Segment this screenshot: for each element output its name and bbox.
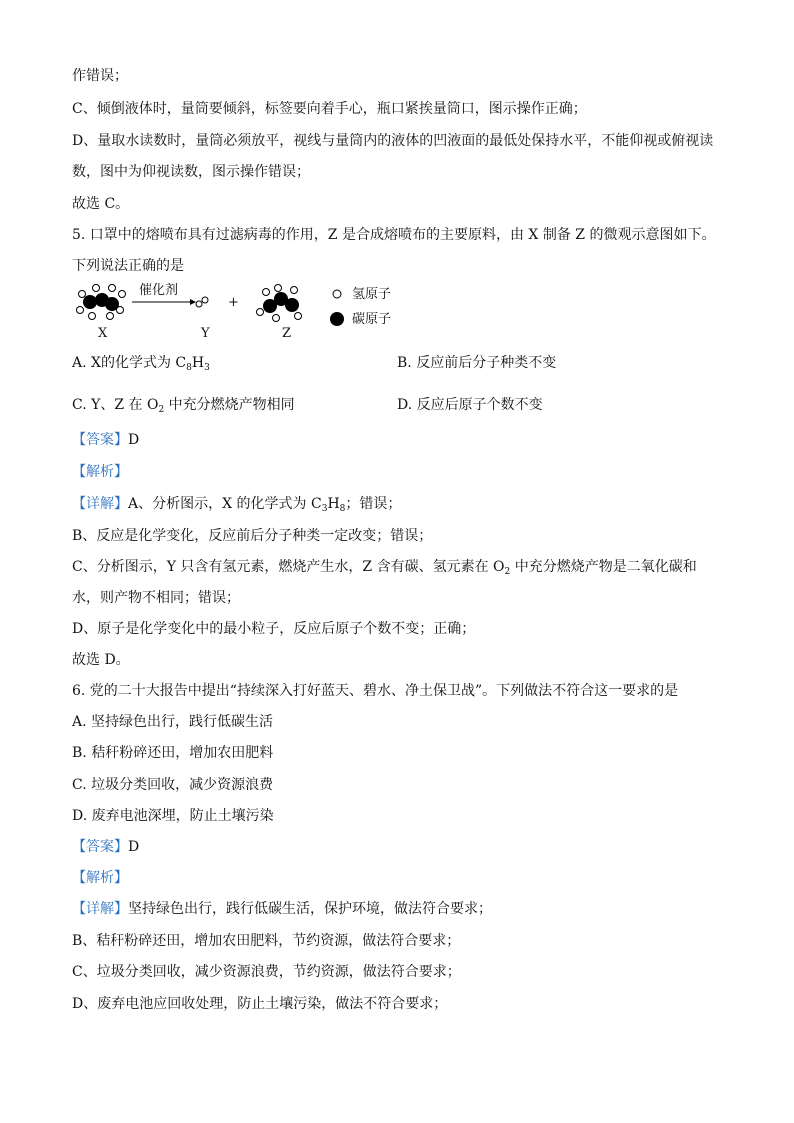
q6-analysis-tag: 【解析】 xyxy=(72,870,128,886)
q5-detail-4: 水，则产物不相同；错误； xyxy=(72,590,240,606)
molecule-z xyxy=(257,285,302,322)
q5-detail-5: D、原子是化学变化中的最小粒子，反应后原子个数不变；正确； xyxy=(72,621,476,637)
q6-stem: 6. 党的二十大报告中提出“持续深入打好蓝天、碧水、净土保卫战”。下列做法不符合这一要求的是 xyxy=(72,683,679,699)
q5-detail-2: B、反应是化学变化，反应前后分子种类一定改变；错误； xyxy=(72,528,433,544)
q5-detail-3: C、分析图示，Y 只含有氢元素，燃烧产生水，Z 含有碳、氢元素在 $O_2$ 中充分燃烧产物是二氧化碳和 xyxy=(72,559,697,577)
q6-detail-3: C、垃圾分类回收，减少资源浪费，节约资源，做法符合要求； xyxy=(72,964,461,980)
q6-option-c: C. 垃圾分类回收，减少资源浪费 xyxy=(72,777,274,793)
plus-sign: + xyxy=(228,295,239,310)
q5-answer: 【答案】D xyxy=(72,432,140,448)
q5-option-a: A. X的化学式为 $C_8H_3$ xyxy=(72,355,210,373)
q5-option-b: B. 反应前后分子种类不变 xyxy=(397,355,557,371)
q5-option-c: C. Y、Z 在 $O_2$ 中充分燃烧产物相同 xyxy=(72,397,295,415)
q6-answer: 【答案】D xyxy=(72,839,140,855)
q5-detail-1: 【详解】A、分析图示，X 的化学式为 $C_3H_8$；错误； xyxy=(72,496,402,514)
label-x: X xyxy=(98,326,108,341)
q6-detail-2: B、秸秆粉碎还田，增加农田肥料，节约资源，做法符合要求； xyxy=(72,933,461,949)
text-line: C、倾倒液体时，量筒要倾斜，标签要向着手心，瓶口紧挨量筒口，图示操作正确； xyxy=(72,101,587,117)
legend-h-marker xyxy=(333,290,341,298)
q6-detail-1: 【详解】坚持绿色出行，践行低碳生活，保护环境，做法符合要求； xyxy=(72,901,492,917)
q6-option-a: A. 坚持绿色出行，践行低碳生活 xyxy=(72,714,274,730)
legend-c-label: 碳原子 xyxy=(352,312,392,327)
text-line: 作错误； xyxy=(72,68,128,84)
molecule-y xyxy=(196,297,208,307)
q5-stem-2: 下列说法正确的是 xyxy=(72,258,184,274)
molecule-x xyxy=(77,285,126,320)
text-line: 故选 C。 xyxy=(72,196,130,212)
q5-option-d: D. 反应后原子个数不变 xyxy=(397,397,543,413)
label-y: Y xyxy=(201,326,210,341)
q6-option-b: B. 秸秆粉碎还田，增加农田肥料 xyxy=(72,745,274,761)
q5-analysis-tag: 【解析】 xyxy=(72,464,128,480)
text-line: D、量取水读数时，量筒必须放平，视线与量筒内的液体的凹液面的最低处保持水平，不能仰视或俯视读 xyxy=(72,133,714,149)
catalyst-label: 催化剂 xyxy=(139,283,179,298)
q5-stem: 5. 口罩中的熔喷布具有过滤病毒的作用，Z 是合成熔喷布的主要原料，由 X 制备 Z 的微观示意图如下。 xyxy=(72,227,716,243)
text-line: 数，图中为仰视读数，图示操作错误； xyxy=(72,164,310,180)
q5-detail-6: 故选 D。 xyxy=(72,652,130,668)
q6-option-d: D. 废弃电池深埋，防止土壤污染 xyxy=(72,808,274,824)
label-z: Z xyxy=(282,326,292,341)
legend-h-label: 氢原子 xyxy=(352,287,392,302)
legend-c-marker xyxy=(330,312,344,326)
q6-detail-4: D、废弃电池应回收处理，防止土壤污染，做法不符合要求； xyxy=(72,996,448,1012)
